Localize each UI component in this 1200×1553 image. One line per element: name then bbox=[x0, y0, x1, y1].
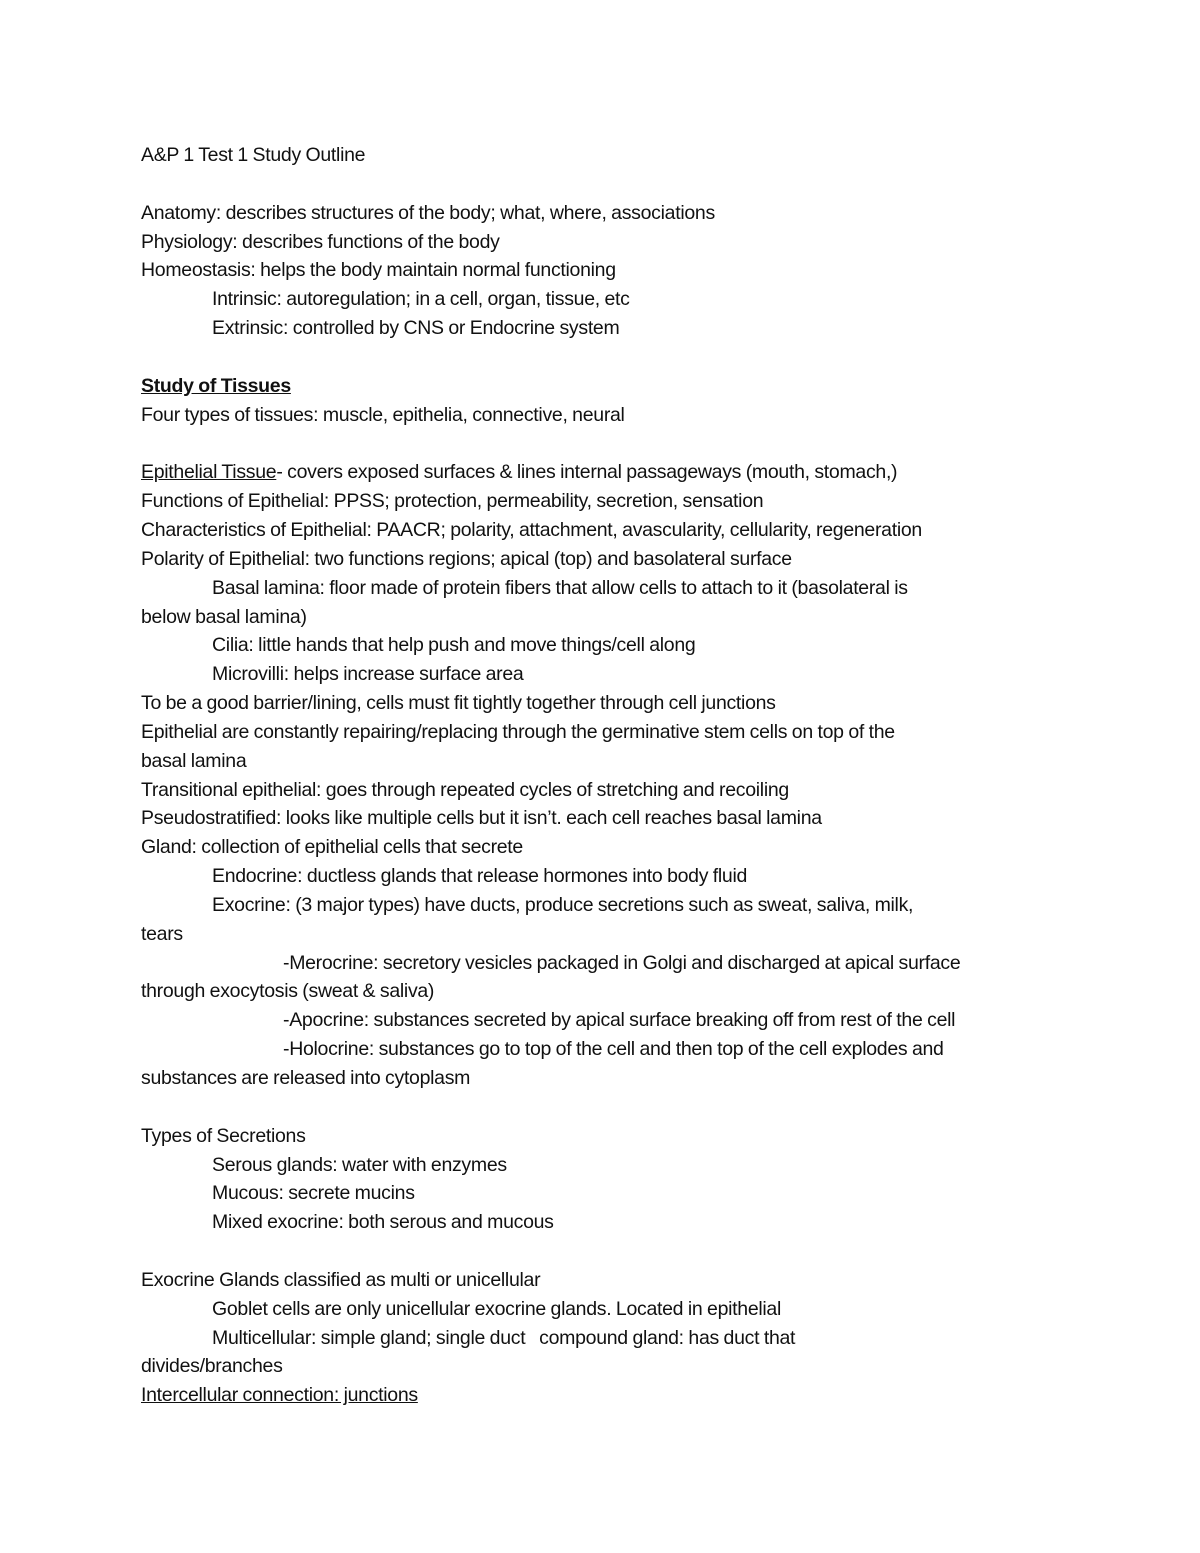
blank-line bbox=[141, 343, 1066, 372]
blank-line bbox=[141, 1237, 1066, 1266]
anatomy-definition: Anatomy: describes structures of the body; what, where, associations bbox=[141, 201, 715, 224]
document-body bbox=[141, 141, 1066, 1410]
epithelial-tissue-line bbox=[141, 458, 1066, 487]
study-of-tissues-heading: Study of Tissues bbox=[141, 374, 291, 397]
epithelial-tissue-description: - covers exposed surfaces & lines internal passageways (mouth, stomach,) bbox=[276, 461, 898, 484]
epithelial-functions: Functions of Epithelial: PPSS; protection, permeability, secretion, sensation bbox=[141, 490, 764, 513]
exocrine-line-1: Exocrine: (3 major types) have ducts, produce secretions such as sweat, saliva, milk, bbox=[212, 893, 914, 916]
homeostasis-definition: Homeostasis: helps the body maintain normal functioning bbox=[141, 259, 616, 282]
repairing-line-2: basal lamina bbox=[141, 749, 247, 772]
tissue-types: Four types of tissues: muscle, epithelia, connective, neural bbox=[141, 403, 625, 426]
extrinsic-definition: Extrinsic: controlled by CNS or Endocrine system bbox=[212, 317, 620, 340]
cilia-definition: Cilia: little hands that help push and move things/cell along bbox=[212, 634, 696, 657]
merocrine-line-1: -Merocrine: secretory vesicles packaged in Golgi and discharged at apical surface bbox=[283, 951, 961, 974]
endocrine-definition: Endocrine: ductless glands that release hormones into body fluid bbox=[212, 865, 748, 888]
blank-line bbox=[141, 1093, 1066, 1122]
exocrine-glands-heading: Exocrine Glands classified as multi or unicellular bbox=[141, 1268, 541, 1291]
merocrine-line-2: through exocytosis (sweat & saliva) bbox=[141, 980, 435, 1003]
blank-line bbox=[141, 170, 1066, 199]
epithelial-characteristics: Characteristics of Epithelial: PAACR; polarity, attachment, avascularity, cellularity, regeneration bbox=[141, 518, 922, 541]
secretions-heading: Types of Secretions bbox=[141, 1124, 306, 1147]
basal-lamina-line-1: Basal lamina: floor made of protein fibers that allow cells to attach to it (basolateral is bbox=[212, 576, 908, 599]
microvilli-definition: Microvilli: helps increase surface area bbox=[212, 663, 524, 686]
intercellular-heading: Intercellular connection: junctions bbox=[141, 1384, 418, 1407]
serous-glands: Serous glands: water with enzymes bbox=[212, 1153, 507, 1176]
blank-line bbox=[141, 429, 1066, 458]
epithelial-polarity: Polarity of Epithelial: two functions regions; apical (top) and basolateral surface bbox=[141, 547, 792, 570]
transitional-epithelial: Transitional epithelial: goes through repeated cycles of stretching and recoiling bbox=[141, 778, 789, 801]
goblet-cells: Goblet cells are only unicellular exocrine glands. Located in epithelial bbox=[212, 1297, 782, 1320]
intrinsic-definition: Intrinsic: autoregulation; in a cell, organ, tissue, etc bbox=[212, 288, 630, 311]
epithelial-tissue-heading: Epithelial Tissue bbox=[141, 461, 277, 484]
repairing-line-1: Epithelial are constantly repairing/replacing through the germinative stem cells on top of the bbox=[141, 720, 895, 743]
basal-lamina-line-2: below basal lamina) bbox=[141, 605, 307, 628]
pseudostratified: Pseudostratified: looks like multiple cells but it isn’t. each cell reaches basal lamina bbox=[141, 807, 822, 830]
physiology-definition: Physiology: describes functions of the body bbox=[141, 230, 500, 253]
exocrine-line-2: tears bbox=[141, 922, 183, 945]
multicellular-line-2: divides/branches bbox=[141, 1355, 283, 1378]
holocrine-line-2: substances are released into cytoplasm bbox=[141, 1067, 471, 1089]
holocrine-line-1: -Holocrine: substances go to top of the cell and then top of the cell explodes and bbox=[283, 1038, 944, 1061]
mixed-exocrine: Mixed exocrine: both serous and mucous bbox=[212, 1211, 554, 1234]
barrier-note: To be a good barrier/lining, cells must fit tightly together through cell junctions bbox=[141, 692, 776, 715]
gland-definition: Gland: collection of epithelial cells that secrete bbox=[141, 836, 523, 859]
multicellular-line-1: Multicellular: simple gland; single duct compound gland: has duct that bbox=[212, 1326, 796, 1349]
mucous-glands: Mucous: secrete mucins bbox=[212, 1182, 415, 1205]
apocrine-definition: -Apocrine: substances secreted by apical surface breaking off from rest of the cell bbox=[283, 1009, 956, 1032]
document-title: A&P 1 Test 1 Study Outline bbox=[141, 144, 366, 166]
